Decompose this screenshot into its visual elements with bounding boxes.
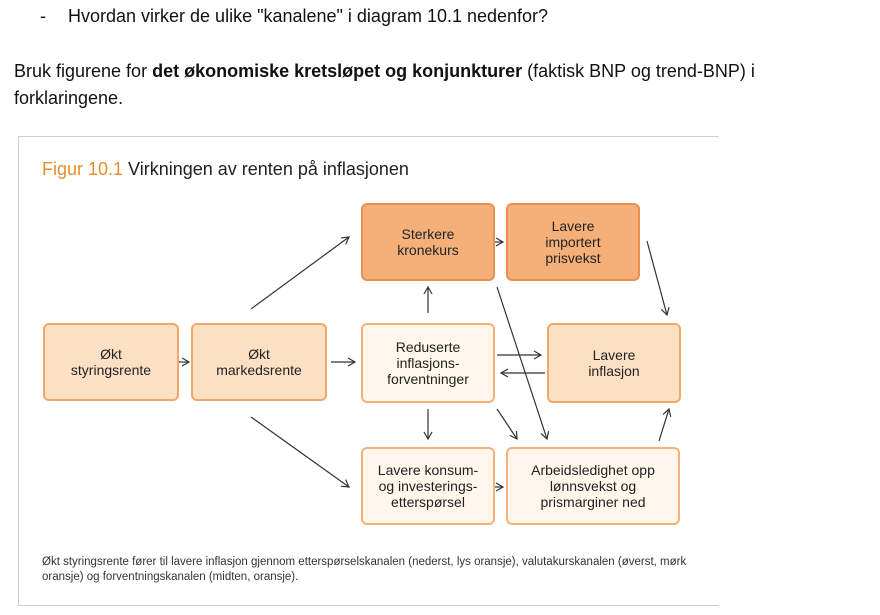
arrow-forventninger-to-arbeidsledighet (497, 409, 517, 439)
box-label: Lavere konsum- og investerings- etterspørsel (377, 462, 479, 510)
arrow-arbeidsledighet-to-inflasjon (659, 409, 669, 441)
arrow-marked-to-kronekurs (251, 237, 349, 309)
instruction-prefix: Bruk figurene for (14, 61, 153, 81)
box-label: Økt styringsrente (70, 346, 152, 378)
question-line (40, 4, 548, 28)
box-label: Sterkere kronekurs (397, 226, 459, 258)
box-label: Arbeidsledighet opp lønnsvekst og prismarginer ned (531, 462, 655, 510)
arrow-importert-to-inflasjon (647, 241, 667, 315)
bullet-dash: - (40, 6, 46, 26)
box-label: Lavere inflasjon (588, 347, 640, 379)
arrow-kronekurs-to-arbeidsledighet (497, 287, 547, 439)
box-label: Lavere importert prisvekst (545, 218, 601, 266)
box-label: Reduserte inflasjons- forventninger (387, 339, 469, 387)
instruction-suffix: (faktisk BNP og trend-BNP) i forklaringene. (14, 61, 755, 108)
figure-arrows (19, 137, 719, 605)
figure-number: Figur 10.1 (42, 159, 124, 179)
question-text: Hvordan virker de ulike "kanalene" i diagram 10.1 nedenfor? (68, 6, 549, 26)
instruction-paragraph (14, 58, 864, 112)
figure-title-text: Virkningen av renten på inflasjonen (123, 159, 409, 179)
arrow-marked-to-konsum (251, 417, 349, 487)
box-label: Økt markedsrente (216, 346, 302, 378)
figure-caption: Økt styringsrente fører til lavere inflasjon gjennom etterspørselskanalen (nederst, lys oransje), valutakurskanalen (øverst, mørk oransje) og forventningskanalen (midten, oransje). (42, 556, 687, 583)
instruction-bold: det økonomiske kretsløpet og konjunkturer (152, 61, 523, 81)
figure-10-1 (18, 136, 719, 606)
